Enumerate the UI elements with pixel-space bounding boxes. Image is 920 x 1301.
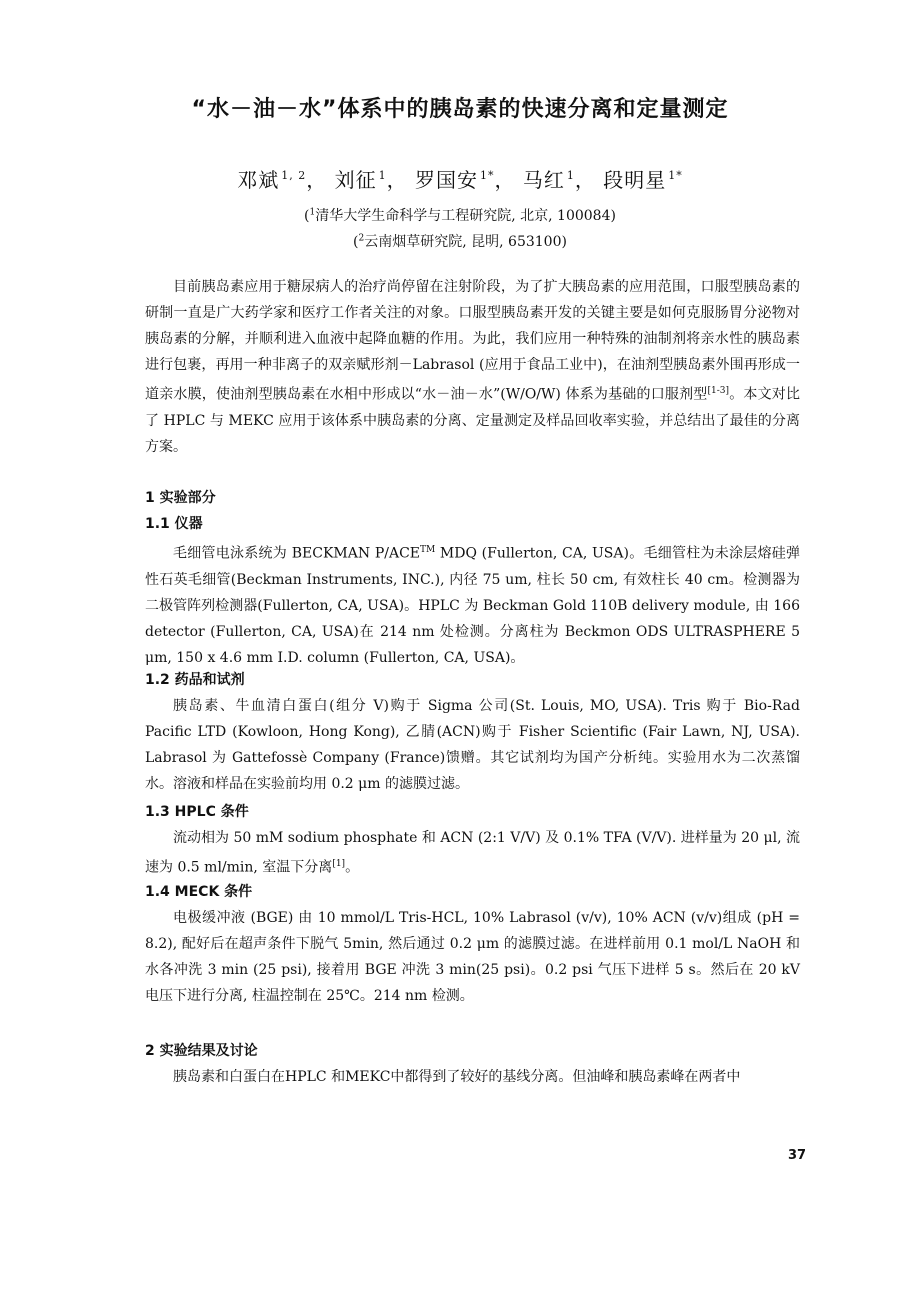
intro-text: 目前胰岛素应用于糖尿病人的治疗尚停留在注射阶段，为了扩大胰岛素的应用范围，口服型胰岛素的研制一直是广大药学家和医疗工作者关注的对象。口服型胰岛素开发的关键主要是如何克服肠胃分泌物对胰岛素的分解，并顺利进入血液中起降血糖的作用。为此，我们应用一种特殊的油制剂将亲水性的胰岛素进行包裹，再用一种非离子的双亲赋形剂－Labrasol (应用于食品工业中)，在油剂型胰岛素外围再形成一道亲水膜，使油剂型胰岛素在水相中形成以“水－油－水”(W/O/W) 体系为基础的口服剂型 xyxy=(145,279,800,403)
subsection-heading-1-4: 1.4 MECK 条件 xyxy=(145,884,253,900)
section-1-3-body xyxy=(145,825,800,881)
subsection-heading-1-3: 1.3 HPLC 条件 xyxy=(145,804,249,820)
affiliation-1 xyxy=(0,205,920,225)
section-1-1-body xyxy=(145,537,800,671)
subsection-heading-1-1: 1.1 仪器 xyxy=(145,516,203,532)
author-affiliation-mark: 1, 2 xyxy=(281,169,307,183)
section-1-1-text-a: 毛细管电泳系统为 BECKMAN P/ACE xyxy=(173,545,420,562)
section-heading-2: 2 实验结果及讨论 xyxy=(145,1043,258,1059)
affiliation-open-paren: ( xyxy=(304,208,310,224)
section-1-4-body xyxy=(145,905,800,1009)
intro-text-after: 。本文对比了 HPLC 与 MEKC 应用于该体系中胰岛素的分离、定量测定及样品回收率实验，并总结出了最佳的分离方案。 xyxy=(145,386,800,455)
citation-ref: [1] xyxy=(332,859,346,869)
intro-paragraph xyxy=(145,274,800,460)
author-separator: ， xyxy=(494,168,516,192)
affiliation-open-paren: ( xyxy=(353,234,359,250)
section-1-1-text-b: MDQ (Fullerton, CA, USA)。毛细管柱为未涂层熔硅弹性石英毛细管(Beckman Instruments, INC.), 内径 75 um, 柱长 50 cm, 有效柱长 40 cm。检测器为二极管阵列检测器(Fullerton, CA, USA)。HPLC 为 Beckman Gold 110B delivery module, 由 166 detector (Fullerton, CA, USA)在 214 nm 处检测。分离柱为 Beckmon ODS ULTRASPHERE 5 μm, 150 x 4.6 mm I.D. column (Fullerton, CA, USA)。 xyxy=(145,545,801,666)
subsection-heading-1-2: 1.2 药品和试剂 xyxy=(145,672,245,688)
section-1-3-text: 流动相为 50 mM sodium phosphate 和 ACN (2:1 V/V) 及 0.1% TFA (V/V). 进样量为 20 μl, 流速为 0.5 ml/min, 室温下分离 xyxy=(145,830,800,876)
affiliation-text: 清华大学生命科学与工程研究院, 北京, 100084) xyxy=(315,208,616,224)
section-1-3-text-after: 。 xyxy=(345,859,360,876)
author-affiliation-mark: 1* xyxy=(480,169,495,183)
citation-ref: [1-3] xyxy=(707,386,729,396)
author-affiliation-mark: 1* xyxy=(668,169,683,183)
affiliation-2 xyxy=(0,231,920,251)
author-separator: ， xyxy=(386,168,408,192)
section-1-1-paragraph xyxy=(145,537,800,671)
trademark-mark: TM xyxy=(420,545,436,555)
section-2-body xyxy=(145,1064,800,1090)
affiliation-mark: 1 xyxy=(309,207,316,218)
author-affiliation-mark: 1 xyxy=(566,169,575,183)
author-separator: ， xyxy=(574,168,596,192)
author-name: 刘征 xyxy=(334,168,377,192)
section-1-4-paragraph: 电极缓冲液 (BGE) 由 10 mmol/L Tris-HCL, 10% Labrasol (v/v), 10% ACN (v/v)组成 (pH = 8.2), 配好后在超声条件下脱气 5min, 然后通过 0.2 μm 的滤膜过滤。在进样前用 0.1 mol/L NaOH 和水各冲洗 3 min (25 psi), 接着用 BGE 冲洗 3 min(25 psi)。0.2 psi 气压下进样 5 s。然后在 20 kV 电压下进行分离, 柱温控制在 25℃。214 nm 检测。 xyxy=(145,910,800,1004)
section-2-paragraph: 胰岛素和白蛋白在HPLC 和MEKC中都得到了较好的基线分离。但油峰和胰岛素峰在两者中 xyxy=(173,1069,741,1085)
author-name: 段明星 xyxy=(603,168,667,192)
section-heading-1: 1 实验部分 xyxy=(145,490,216,506)
author-list xyxy=(0,164,920,193)
author-name: 马红 xyxy=(522,168,565,192)
paper-title: “水－油－水”体系中的胰岛素的快速分离和定量测定 xyxy=(191,97,729,122)
affiliation-mark: 2 xyxy=(358,233,365,244)
section-1-2-body xyxy=(145,693,800,797)
affiliation-text: 云南烟草研究院, 昆明, 653100) xyxy=(364,234,567,250)
author-name: 罗国安 xyxy=(415,168,478,192)
author-name: 邓斌 xyxy=(237,168,280,192)
section-1-3-paragraph xyxy=(145,825,800,881)
page-number: 37 xyxy=(788,1148,807,1163)
author-affiliation-mark: 1 xyxy=(378,169,387,183)
author-separator: ， xyxy=(306,168,328,192)
section-1-2-paragraph: 胰岛素、牛血清白蛋白(组分 V)购于 Sigma 公司(St. Louis, MO, USA). Tris 购于 Bio-Rad Pacific LTD (Kowloon, Hong Kong), 乙腈(ACN)购于 Fisher Scientific (Fair Lawn, NJ, USA). Labrasol 为 Gattefossè Company (France)馈赠。其它试剂均为国产分析纯。实验用水为二次蒸馏水。溶液和样品在实验前均用 0.2 μm 的滤膜过滤。 xyxy=(145,698,800,792)
intro-paragraph-block xyxy=(145,274,800,460)
